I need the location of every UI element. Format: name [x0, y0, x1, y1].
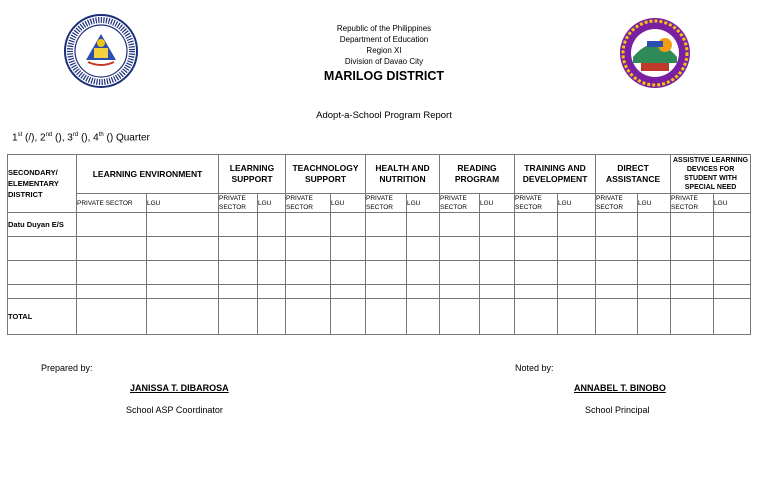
lgu-header: LGU: [331, 194, 366, 213]
table-cell: [147, 285, 219, 299]
table-cell: [440, 237, 480, 261]
letterhead: [234, 23, 534, 83]
table-cell: [671, 285, 714, 299]
noted-by-title: School Principal: [585, 405, 650, 415]
table-cell: [147, 299, 219, 335]
table-cell: [286, 285, 331, 299]
category-header: READING PROGRAM: [440, 155, 515, 194]
table-cell: [558, 261, 596, 285]
table-cell: [258, 299, 286, 335]
subheader-row: [8, 194, 751, 213]
table-cell: [219, 237, 258, 261]
prepared-by-name: JANISSA T. DIBAROSA: [130, 383, 229, 393]
noted-by-label: Noted by:: [515, 363, 554, 373]
table-cell: [407, 285, 440, 299]
table-cell: [480, 299, 515, 335]
table-cell: [515, 213, 558, 237]
private-sector-header: PRIVATE SECTOR: [596, 194, 638, 213]
table-cell: [558, 213, 596, 237]
table-cell: [77, 299, 147, 335]
header-line: Division of Davao City: [344, 57, 424, 66]
division-of-davao-city-seal-icon: [619, 17, 691, 89]
table-cell: [77, 285, 147, 299]
private-sector-header: PRIVATE SECTOR: [77, 194, 147, 213]
table-cell: [258, 285, 286, 299]
table-cell: [331, 261, 366, 285]
table-cell: [366, 237, 407, 261]
category-header: TEACHNOLOGY SUPPORT: [286, 155, 366, 194]
table-cell: [671, 213, 714, 237]
table-cell: [596, 299, 638, 335]
table-cell: [440, 299, 480, 335]
table-cell: [480, 213, 515, 237]
category-header: TRAINING AND DEVELOPMENT: [515, 155, 596, 194]
table-cell: [558, 299, 596, 335]
table-row: [8, 261, 751, 285]
table-cell: [596, 213, 638, 237]
table-cell: [331, 285, 366, 299]
table-cell: [331, 213, 366, 237]
quarter-ordinal: rd: [72, 132, 79, 138]
lgu-header: LGU: [407, 194, 440, 213]
quarter-number: 2: [40, 132, 46, 144]
table-cell: [671, 261, 714, 285]
private-sector-header: PRIVATE SECTOR: [515, 194, 558, 213]
table-cell: [714, 261, 751, 285]
category-header: ASSISTIVE LEARNING DEVICES FOR STUDENT WITH SPECIAL NEED: [671, 155, 751, 194]
table-cell: [440, 213, 480, 237]
table-cell: [407, 213, 440, 237]
table-cell: [366, 299, 407, 335]
table-cell: [480, 285, 515, 299]
quarter-number: 3: [67, 132, 73, 144]
table-cell: [286, 213, 331, 237]
table-cell: [147, 213, 219, 237]
district-header-line: DISTRICT: [8, 190, 43, 199]
table-cell: [671, 237, 714, 261]
report-title: Adopt-a-School Program Report: [316, 110, 452, 121]
table-cell: [77, 261, 147, 285]
category-header: LEARNING SUPPORT: [219, 155, 286, 194]
table-cell: [366, 285, 407, 299]
quarter-ordinal: nd: [45, 132, 53, 138]
table-cell: [714, 237, 751, 261]
table-row: [8, 213, 751, 237]
header-line: Republic of the Philippines: [336, 24, 432, 33]
table-cell: [638, 299, 671, 335]
lgu-header: LGU: [258, 194, 286, 213]
table-cell: [286, 237, 331, 261]
table-cell: [407, 299, 440, 335]
table-cell: [515, 285, 558, 299]
table-row: [8, 285, 751, 299]
header-line: Region XI: [366, 46, 402, 55]
quarter-selection: [12, 132, 150, 143]
header-row: [8, 155, 751, 194]
table-row: [8, 299, 751, 335]
table-row: [8, 237, 751, 261]
table-cell: [558, 285, 596, 299]
lgu-header: LGU: [480, 194, 515, 213]
table-cell: [366, 261, 407, 285]
lgu-header: LGU: [147, 194, 219, 213]
lgu-header: LGU: [638, 194, 671, 213]
table-cell: [440, 261, 480, 285]
private-sector-header: PRIVATE SECTOR: [366, 194, 407, 213]
table-cell: [638, 261, 671, 285]
table-cell: [77, 213, 147, 237]
table-cell: [258, 237, 286, 261]
noted-by-name: ANNABEL T. BINOBO: [574, 383, 666, 393]
table-cell: [407, 237, 440, 261]
table-cell: [596, 237, 638, 261]
table-cell: [258, 213, 286, 237]
prepared-by-title: School ASP Coordinator: [126, 405, 223, 415]
category-header: DIRECT ASSISTANCE: [596, 155, 671, 194]
table-cell: [258, 261, 286, 285]
table-cell: [714, 285, 751, 299]
table-cell: [331, 237, 366, 261]
table-cell: [638, 213, 671, 237]
quarter-mark: (),: [52, 132, 68, 144]
district-header-line: ELEMENTARY: [8, 179, 59, 188]
quarter-ordinal: st: [17, 132, 23, 138]
header-line: Department of Education: [339, 35, 429, 44]
lgu-header: LGU: [558, 194, 596, 213]
private-sector-header: PRIVATE SECTOR: [440, 194, 480, 213]
private-sector-header: PRIVATE SECTOR: [286, 194, 331, 213]
report-table: [7, 154, 751, 335]
private-sector-header: PRIVATE SECTOR: [671, 194, 714, 213]
row-label: [8, 261, 77, 285]
table-cell: [219, 213, 258, 237]
quarter-ordinal: th: [98, 132, 104, 138]
table-cell: [596, 285, 638, 299]
row-label: [8, 285, 77, 299]
table-cell: [515, 299, 558, 335]
table-cell: [558, 237, 596, 261]
prepared-by-label: Prepared by:: [41, 363, 93, 373]
district-header-line: SECONDARY/: [8, 168, 58, 177]
deped-seal-icon: [64, 14, 138, 88]
table-cell: [147, 261, 219, 285]
private-sector-header: PRIVATE SECTOR: [219, 194, 258, 213]
table-cell: [638, 285, 671, 299]
table-cell: [219, 299, 258, 335]
table-cell: [219, 285, 258, 299]
table-cell: [671, 299, 714, 335]
table-cell: [219, 261, 258, 285]
row-label: Datu Duyan E/S: [8, 213, 77, 237]
table-cell: [714, 299, 751, 335]
table-cell: [480, 261, 515, 285]
quarter-mark: (),: [78, 132, 94, 144]
table-cell: [147, 237, 219, 261]
table-cell: [714, 213, 751, 237]
table-cell: [77, 237, 147, 261]
table-cell: [515, 261, 558, 285]
quarter-mark: () Quarter: [103, 132, 150, 144]
table-cell: [366, 213, 407, 237]
table-cell: [286, 299, 331, 335]
district-title: MARILOG DISTRICT: [323, 69, 445, 83]
table-cell: [480, 237, 515, 261]
table-cell: [515, 237, 558, 261]
quarter-mark: (/),: [22, 132, 41, 144]
quarter-number: 4: [93, 132, 99, 144]
category-header: LEARNING ENVIRONMENT: [77, 155, 219, 194]
quarter-number: 1: [12, 132, 18, 144]
table-cell: [286, 261, 331, 285]
lgu-header: LGU: [714, 194, 751, 213]
table-cell: [407, 261, 440, 285]
row-label: TOTAL: [8, 299, 77, 335]
table-cell: [331, 299, 366, 335]
table-cell: [440, 285, 480, 299]
district-header: [8, 155, 77, 213]
table-cell: [638, 237, 671, 261]
table-cell: [596, 261, 638, 285]
category-header: HEALTH AND NUTRITION: [366, 155, 440, 194]
row-label: [8, 237, 77, 261]
